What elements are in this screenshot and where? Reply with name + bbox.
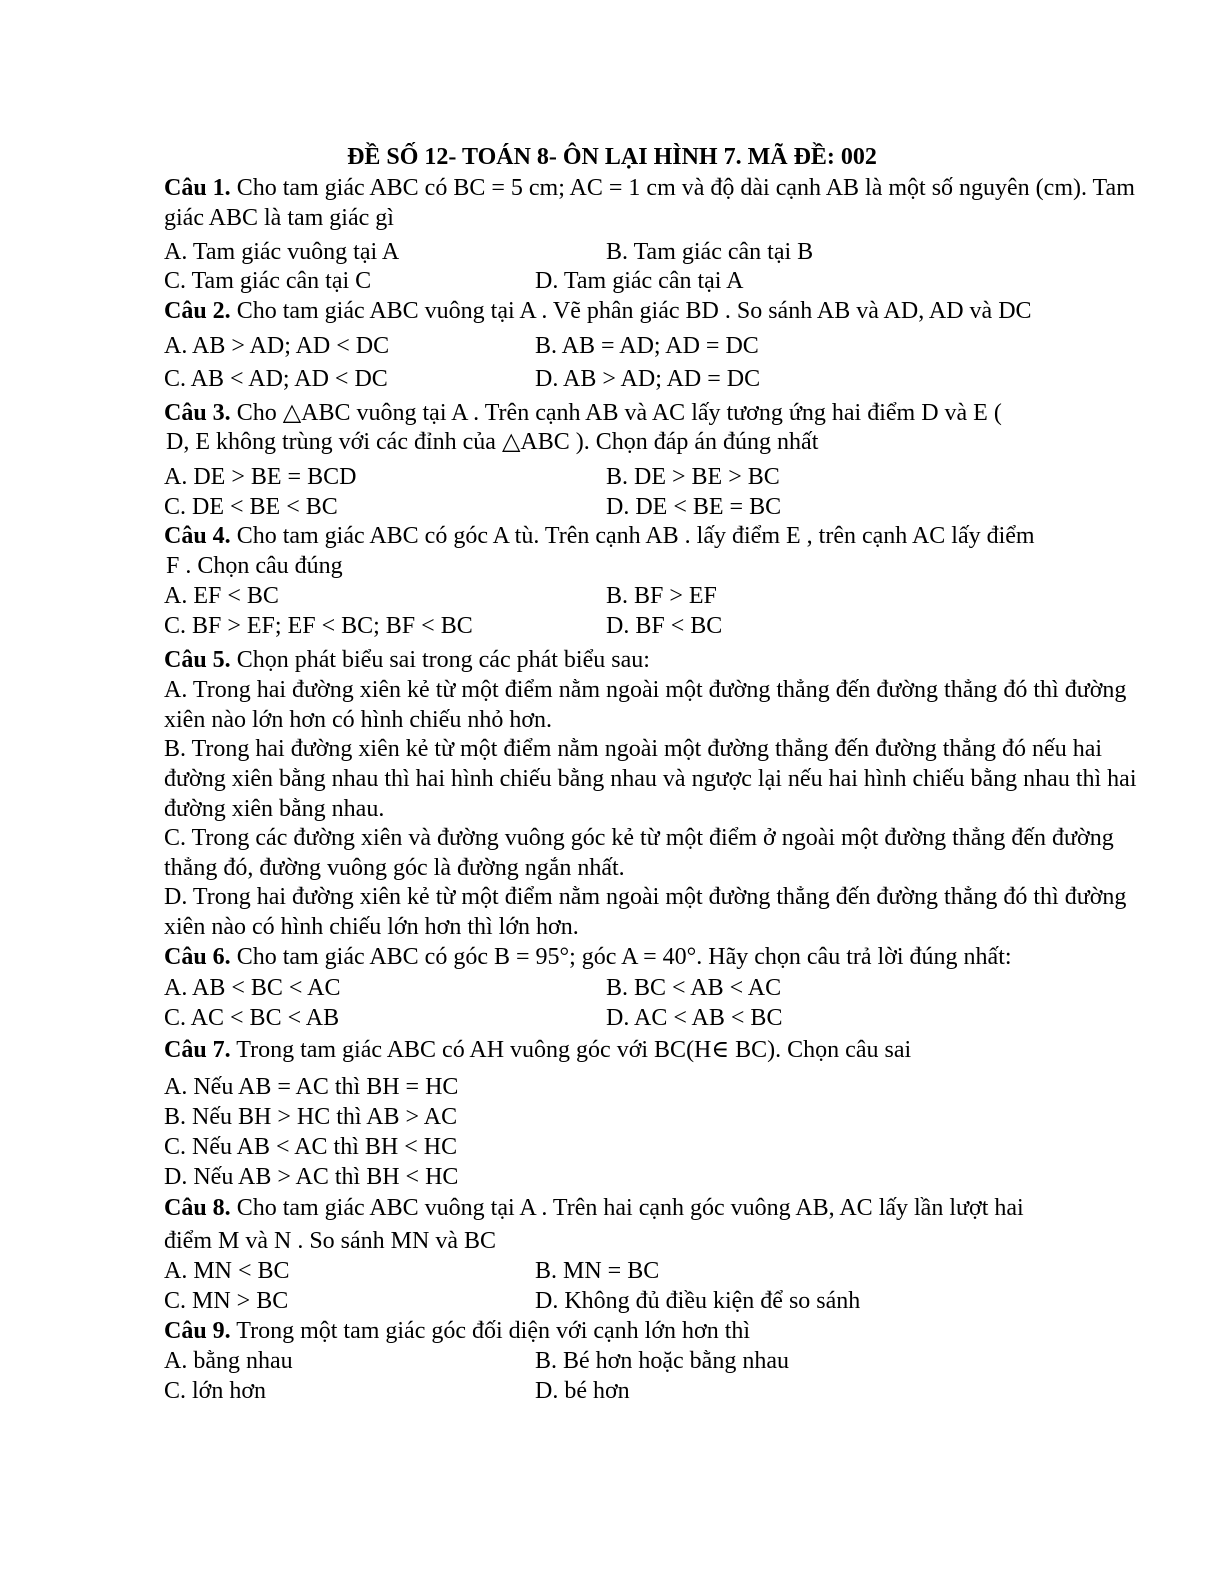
- q2-option-c[interactable]: C. AB < AD; AD < DC: [164, 366, 388, 392]
- q3-option-a[interactable]: A. DE > BE = BCD: [164, 464, 357, 490]
- question-2-options-row-1: [164, 331, 1149, 361]
- question-9-text: Trong một tam giác góc đối diện với cạnh lớn hơn thì: [230, 1318, 751, 1344]
- question-6: [164, 942, 1149, 972]
- question-4-label: Câu 4.: [164, 523, 231, 549]
- q5-option-d[interactable]: D. Trong hai đường xiên kẻ từ một điểm nằm ngoài một đường thẳng đến đường thẳng đó thì đường xiên nào có hình chiếu lớn hơn thì lớn hơn.: [164, 884, 1127, 940]
- question-2-label: Câu 2.: [164, 298, 231, 324]
- q8-option-c[interactable]: C. MN > BC: [164, 1288, 289, 1314]
- question-3-options-row-1: [164, 462, 1149, 492]
- question-9-label: Câu 9.: [164, 1318, 231, 1344]
- q3-option-d[interactable]: D. DE < BE = BC: [606, 494, 782, 520]
- question-8-options-row-2: [164, 1286, 1149, 1316]
- question-3-options-row-2: [164, 492, 1149, 522]
- q9-option-a[interactable]: A. bằng nhau: [164, 1348, 293, 1374]
- question-9-options-row-2: [164, 1376, 1149, 1406]
- question-6-label: Câu 6.: [164, 944, 231, 970]
- q6-option-d[interactable]: D. AC < AB < BC: [606, 1005, 783, 1031]
- question-4-line-2: F . Chọn câu đúng: [166, 553, 343, 579]
- q6-option-b[interactable]: B. BC < AB < AC: [606, 975, 782, 1001]
- q7-option-c[interactable]: C. Nếu AB < AC thì BH < HC: [164, 1134, 458, 1160]
- q1-option-a[interactable]: A. Tam giác vuông tại A: [164, 239, 400, 265]
- question-1-options-row-2: [164, 266, 1149, 296]
- question-4-options-row-1: [164, 581, 1149, 611]
- question-6-text: Cho tam giác ABC có góc B = 95°; góc A = 40°. Hãy chọn câu trả lời đúng nhất:: [230, 944, 1012, 970]
- question-6-options-row-2: [164, 1003, 1149, 1033]
- q7-option-b[interactable]: B. Nếu BH > HC thì AB > AC: [164, 1104, 458, 1130]
- q1-option-b[interactable]: B. Tam giác cân tại B: [606, 239, 814, 265]
- q2-option-d[interactable]: D. AB > AD; AD = DC: [535, 366, 761, 392]
- question-7-text: Trong tam giác ABC có AH vuông góc với BC(H∈ BC). Chọn câu sai: [230, 1037, 912, 1063]
- q9-option-b[interactable]: B. Bé hơn hoặc bằng nhau: [535, 1348, 789, 1374]
- q1-option-c[interactable]: C. Tam giác cân tại C: [164, 268, 372, 294]
- q2-option-b[interactable]: B. AB = AD; AD = DC: [535, 333, 759, 359]
- q3-option-b[interactable]: B. DE > BE > BC: [606, 464, 780, 490]
- q5-option-b[interactable]: B. Trong hai đường xiên kẻ từ một điểm nằm ngoài một đường thẳng đến đường thẳng đó nếu hai đường xiên bằng nhau thì hai hình chiếu bằng nhau và ngược lại nếu hai hình chiếu bằng nhau thì hai đường xiên bằng nhau.: [164, 736, 1137, 822]
- question-8-text-1: Cho tam giác ABC vuông tại A . Trên hai cạnh góc vuông AB, AC lấy lần lượt hai: [230, 1195, 1024, 1221]
- question-8-label: Câu 8.: [164, 1195, 231, 1221]
- q3-option-c[interactable]: C. DE < BE < BC: [164, 494, 338, 520]
- question-5-label: Câu 5.: [164, 647, 231, 673]
- q7-option-d[interactable]: D. Nếu AB > AC thì BH < HC: [164, 1164, 459, 1190]
- question-8-line-1: [164, 1193, 1149, 1223]
- q9-option-d[interactable]: D. bé hơn: [535, 1378, 630, 1404]
- q6-option-c[interactable]: C. AC < BC < AB: [164, 1005, 340, 1031]
- q5-option-a[interactable]: A. Trong hai đường xiên kẻ từ một điểm nằm ngoài một đường thẳng đến đường thẳng đó thì đường xiên nào lớn hơn có hình chiếu nhỏ hơn.: [164, 677, 1127, 733]
- question-7-label: Câu 7.: [164, 1037, 231, 1063]
- question-2-options-row-2: [164, 364, 1149, 394]
- q2-option-a[interactable]: A. AB > AD; AD < DC: [164, 333, 390, 359]
- exam-title: ĐỀ SỐ 12- TOÁN 8- ÔN LẠI HÌNH 7. MÃ ĐỀ: 002: [347, 144, 877, 170]
- question-1: [164, 173, 1149, 233]
- question-7: [164, 1035, 1149, 1065]
- q5-option-c[interactable]: C. Trong các đường xiên và đường vuông góc kẻ từ một điểm ở ngoài một đường thẳng đến đường thẳng đó, đường vuông góc là đường ngắn nhất.: [164, 825, 1114, 881]
- question-1-options-row-1: [164, 237, 1149, 267]
- question-2: [164, 296, 1149, 326]
- q6-option-a[interactable]: A. AB < BC < AC: [164, 975, 341, 1001]
- q8-option-b[interactable]: B. MN = BC: [535, 1258, 660, 1284]
- q4-option-b[interactable]: B. BF > EF: [606, 583, 717, 609]
- question-5: [164, 645, 1149, 675]
- q8-option-d[interactable]: D. Không đủ điều kiện để so sánh: [535, 1288, 861, 1314]
- question-5-text: Chọn phát biểu sai trong các phát biểu sau:: [230, 647, 650, 673]
- question-4-options-row-2: [164, 611, 1149, 641]
- q7-option-a[interactable]: A. Nếu AB = AC thì BH = HC: [164, 1074, 459, 1100]
- question-8-line-2: điểm M và N . So sánh MN và BC: [164, 1228, 496, 1254]
- q4-option-c[interactable]: C. BF > EF; EF < BC; BF < BC: [164, 613, 473, 639]
- question-9-options-row-1: [164, 1346, 1149, 1376]
- question-2-text: Cho tam giác ABC vuông tại A . Vẽ phân giác BD . So sánh AB và AD, AD và DC: [230, 298, 1032, 324]
- question-3-line-1: [164, 398, 1149, 428]
- question-1-text: Cho tam giác ABC có BC = 5 cm; AC = 1 cm và độ dài cạnh AB là một số nguyên (cm). Tam giác ABC là tam giác gì: [164, 175, 1135, 231]
- question-3-label: Câu 3.: [164, 400, 231, 426]
- q9-option-c[interactable]: C. lớn hơn: [164, 1378, 267, 1404]
- question-9: [164, 1316, 1149, 1346]
- q1-option-d[interactable]: D. Tam giác cân tại A: [535, 268, 744, 294]
- q4-option-d[interactable]: D. BF < BC: [606, 613, 723, 639]
- question-3-text-1: Cho △ABC vuông tại A . Trên cạnh AB và AC lấy tương ứng hai điểm D và E (: [230, 400, 1002, 426]
- question-6-options-row-1: [164, 973, 1149, 1003]
- question-8-options-row-1: [164, 1256, 1149, 1286]
- question-1-label: Câu 1.: [164, 175, 231, 201]
- q4-option-a[interactable]: A. EF < BC: [164, 583, 279, 609]
- question-4-text-1: Cho tam giác ABC có góc A tù. Trên cạnh AB . lấy điểm E , trên cạnh AC lấy điểm: [230, 523, 1035, 549]
- q8-option-a[interactable]: A. MN < BC: [164, 1258, 290, 1284]
- question-4-line-1: [164, 521, 1149, 551]
- question-3-line-2: D, E không trùng với các đỉnh của △ABC ). Chọn đáp án đúng nhất: [166, 429, 819, 455]
